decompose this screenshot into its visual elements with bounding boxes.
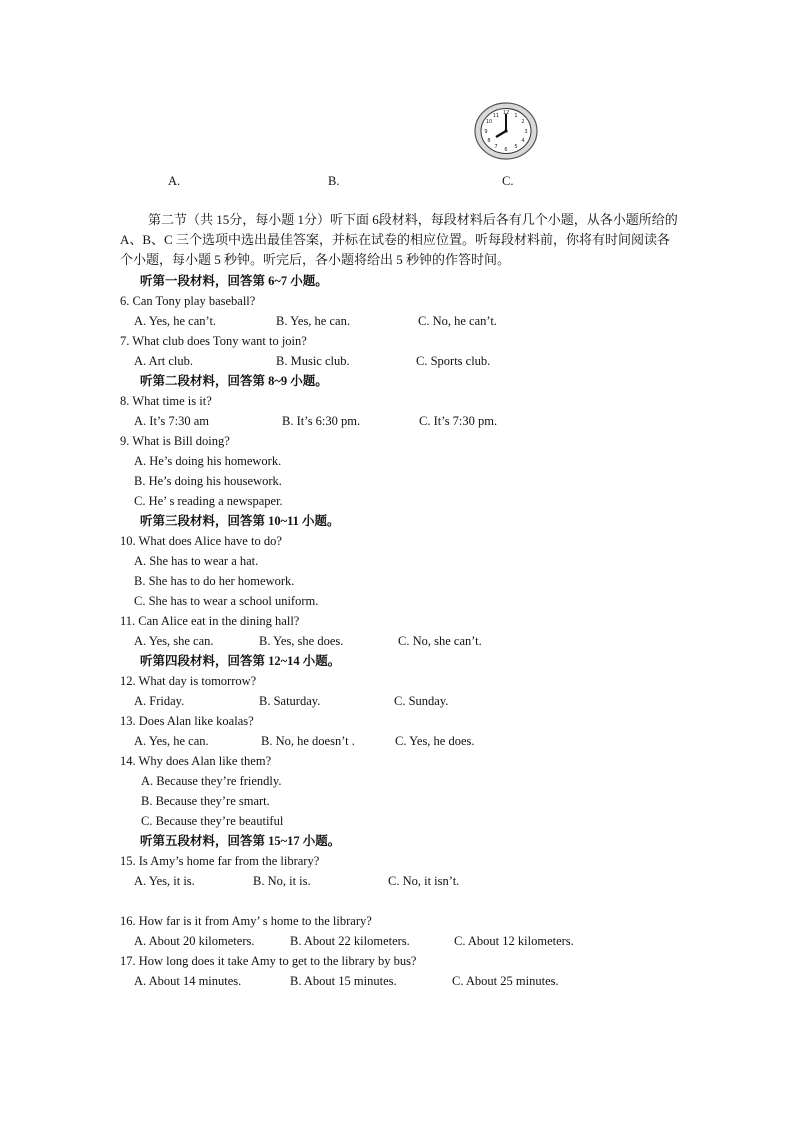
passage-5-header: 听第五段材料，回答第 15~17 小题。 (140, 834, 341, 848)
svg-text:1: 1 (514, 113, 518, 119)
question-16-stem: 16. How far is it from Amy’ s home to the library? (120, 914, 372, 928)
svg-text:7: 7 (494, 144, 498, 150)
passage-4-header: 听第四段材料，回答第 12~14 小题。 (140, 654, 341, 668)
section-2-instructions: 第二节（共 15分，每小题 1分）听下面 6段材料，每段材料后各有几个小题，从各小题所给的 A、B、C 三个选项中选出最佳答案，并标在试卷的相应位置。听每段材料前，你将有时间阅读各个小题，每小题 5 秒钟。听完后，各小题将给出 5 秒钟的作答时间。 (120, 212, 678, 267)
question-9-option-b: B. He’s doing his housework. (134, 474, 282, 488)
question-11-option-c: C. No, she can’t. (398, 634, 482, 648)
question-8-option-b: B. It’s 6:30 pm. (282, 414, 361, 428)
question-14-option-a: A. Because they’re friendly. (141, 774, 282, 788)
question-15-option-a: A. Yes, it is. (134, 874, 195, 888)
question-8-option-a: A. It’s 7:30 am (134, 414, 209, 428)
question-10-option-c: C. She has to wear a school uniform. (134, 594, 319, 608)
question-15-stem: 15. Is Amy’s home far from the library? (120, 854, 320, 868)
picture-label-c: C. (502, 174, 514, 188)
question-10-option-b: B. She has to do her homework. (134, 574, 295, 588)
question-14-option-c: C. Because they’re beautiful (141, 814, 284, 828)
question-13-stem: 13. Does Alan like koalas? (120, 714, 254, 728)
question-11-option-b: B. Yes, she does. (259, 634, 344, 648)
question-12-option-b: B. Saturday. (259, 694, 321, 708)
question-6-option-c: C. No, he can’t. (418, 314, 497, 328)
svg-text:9: 9 (484, 129, 488, 135)
passage-3-header: 听第三段材料，回答第 10~11 小题。 (140, 514, 340, 528)
svg-text:8: 8 (487, 138, 491, 144)
picture-label-a: A. (168, 174, 181, 188)
svg-text:2: 2 (521, 119, 525, 125)
question-10-stem: 10. What does Alice have to do? (120, 534, 282, 548)
question-6-stem: 6. Can Tony play baseball? (120, 294, 256, 308)
question-14-stem: 14. Why does Alan like them? (120, 754, 272, 768)
question-15-option-c: C. No, it isn’t. (388, 874, 460, 888)
question-14-option-b: B. Because they’re smart. (141, 794, 270, 808)
question-8-option-c: C. It’s 7:30 pm. (419, 414, 498, 428)
question-17-stem: 17. How long does it take Amy to get to the library by bus? (120, 954, 417, 968)
question-7-stem: 7. What club does Tony want to join? (120, 334, 307, 348)
question-16-option-c: C. About 12 kilometers. (454, 934, 574, 948)
question-6-option-b: B. Yes, he can. (276, 314, 350, 328)
question-8-stem: 8. What time is it? (120, 394, 212, 408)
question-9-stem: 9. What is Bill doing? (120, 434, 230, 448)
question-9-option-a: A. He’s doing his homework. (134, 454, 282, 468)
picture-label-b: B. (328, 174, 340, 188)
question-12-stem: 12. What day is tomorrow? (120, 674, 257, 688)
svg-text:5: 5 (514, 144, 518, 150)
passage-1-header: 听第一段材料，回答第 6~7 小题。 (140, 274, 328, 288)
question-13-option-b: B. No, he doesn’t . (261, 734, 355, 748)
svg-text:10: 10 (485, 119, 493, 125)
svg-text:11: 11 (492, 113, 500, 119)
question-12-option-a: A. Friday. (134, 694, 185, 708)
question-16-option-a: A. About 20 kilometers. (134, 934, 255, 948)
question-16-option-b: B. About 22 kilometers. (290, 934, 410, 948)
question-15-option-b: B. No, it is. (253, 874, 311, 888)
question-17-option-b: B. About 15 minutes. (290, 974, 397, 988)
question-11-option-a: A. Yes, she can. (134, 634, 214, 648)
question-13-option-c: C. Yes, he does. (395, 734, 475, 748)
question-7-option-b: B. Music club. (276, 354, 350, 368)
question-12-option-c: C. Sunday. (394, 694, 449, 708)
question-17-option-a: A. About 14 minutes. (134, 974, 242, 988)
svg-text:12: 12 (502, 110, 510, 116)
svg-text:4: 4 (521, 138, 525, 144)
question-6-option-a: A. Yes, he can’t. (134, 314, 217, 328)
question-7-option-c: C. Sports club. (416, 354, 491, 368)
clock-picture (474, 102, 538, 160)
svg-text:3: 3 (524, 129, 528, 135)
question-9-option-c: C. He’ s reading a newspaper. (134, 494, 283, 508)
question-11-stem: 11. Can Alice eat in the dining hall? (120, 614, 300, 628)
question-13-option-a: A. Yes, he can. (134, 734, 209, 748)
question-17-option-c: C. About 25 minutes. (452, 974, 559, 988)
passage-2-header: 听第二段材料，回答第 8~9 小题。 (140, 374, 328, 388)
question-10-option-a: A. She has to wear a hat. (134, 554, 259, 568)
svg-text:6: 6 (504, 147, 508, 153)
question-7-option-a: A. Art club. (134, 354, 194, 368)
